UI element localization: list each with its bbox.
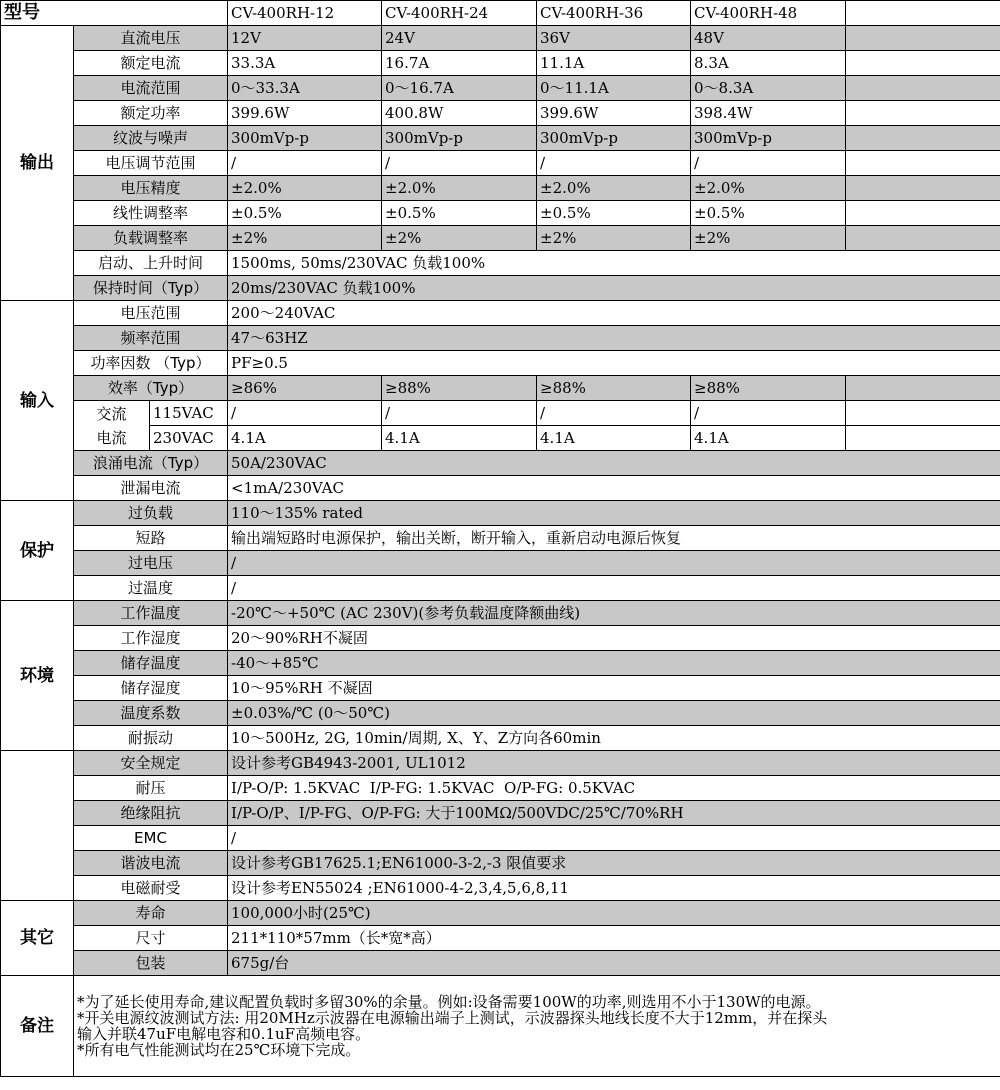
value-cell: 300mVp-p (382, 126, 537, 151)
param-label: 效率（Typ） (74, 376, 228, 401)
note-line: 输入并联47uF电解电容和0.1uF高频电容。 (77, 1025, 371, 1043)
row-frequency-range (1, 326, 1000, 351)
row-vibration (1, 726, 1000, 751)
row-power-factor (1, 351, 1000, 376)
value-cell: 33.3A (228, 51, 382, 76)
value-cell: 48V (691, 26, 846, 51)
value-cell: ±2.0% (537, 176, 691, 201)
value-cell: ±2% (228, 226, 382, 251)
value-cell: ±0.5% (537, 201, 691, 226)
value-cell: 设计参考GB17625.1;EN61000-3-2,-3 限值要求 (228, 851, 1000, 876)
value-cell: 399.6W (228, 101, 382, 126)
value-cell: / (691, 151, 846, 176)
value-cell: ±0.03%/℃ (0～50℃) (228, 701, 1000, 726)
model-cell: CV-400RH-36 (537, 1, 691, 26)
row-dimensions (1, 926, 1000, 951)
row-lifetime (1, 901, 1000, 926)
row-working-humidity (1, 626, 1000, 651)
value-cell: 300mVp-p (691, 126, 846, 151)
note-line: *开关电源纹波测试方法: 用20MHz示波器在电源输出端子上测试，示波器探头地线长度不大于12mm，并在探头 (77, 1009, 828, 1027)
category-input: 输入 (1, 301, 74, 501)
value-cell: 110～135% rated (228, 501, 1000, 526)
value-cell: 211*110*57mm（长*宽*高） (228, 926, 1000, 951)
category-notes: 备注 (1, 976, 74, 1077)
row-emi-immunity (1, 876, 1000, 901)
value-cell: 0～33.3A (228, 76, 382, 101)
row-overload (1, 501, 1000, 526)
value-cell (846, 101, 1000, 126)
value-cell: ±2.0% (382, 176, 537, 201)
param-label: 负载调整率 (74, 226, 228, 251)
value-cell: 12V (228, 26, 382, 51)
param-label: 电压精度 (74, 176, 228, 201)
value-cell (846, 76, 1000, 101)
row-over-voltage (1, 551, 1000, 576)
value-cell: -20℃～+50℃ (AC 230V)(参考负载温度降额曲线) (228, 601, 1000, 626)
header-row (1, 1, 1000, 26)
value-cell: 设计参考GB4943-2001, UL1012 (228, 751, 1000, 776)
value-cell: 100,000小时(25℃) (228, 901, 1000, 926)
value-cell: 20～90%RH不凝固 (228, 626, 1000, 651)
value-cell: / (382, 151, 537, 176)
value-cell: 300mVp-p (537, 126, 691, 151)
value-cell: 4.1A (382, 426, 537, 451)
value-cell: 20ms/230VAC 负载100% (228, 276, 1000, 301)
row-ac-current-230 (1, 426, 1000, 451)
param-label: 电压范围 (74, 301, 228, 326)
value-cell: 16.7A (382, 51, 537, 76)
value-cell: 399.6W (537, 101, 691, 126)
value-cell: 8.3A (691, 51, 846, 76)
value-cell: 10～500Hz, 2G, 10min/周期, X、Y、Z方向各60min (228, 726, 1000, 751)
notes-cell (74, 976, 1000, 1077)
row-working-temp (1, 601, 1000, 626)
value-cell (846, 201, 1000, 226)
param-label: 电磁耐受 (74, 876, 228, 901)
row-current-range (1, 76, 1000, 101)
note-line: *所有电气性能测试均在25℃环境下完成。 (77, 1041, 361, 1059)
param-label: 温度系数 (74, 701, 228, 726)
value-cell: ±0.5% (382, 201, 537, 226)
param-label: 短路 (74, 526, 228, 551)
value-cell (846, 126, 1000, 151)
value-cell: 675g/台 (228, 951, 1000, 976)
param-label: 额定功率 (74, 101, 228, 126)
row-voltage-accuracy (1, 176, 1000, 201)
value-cell: 设计参考EN55024 ;EN61000-4-2,3,4,5,6,8,11 (228, 876, 1000, 901)
value-cell: ±2.0% (228, 176, 382, 201)
param-label: 寿命 (74, 901, 228, 926)
row-withstand-voltage (1, 776, 1000, 801)
ac-current-label-line2: 电流 (96, 428, 127, 447)
param-label: 耐振动 (74, 726, 228, 751)
value-cell: 36V (537, 26, 691, 51)
model-cell: CV-400RH-24 (382, 1, 537, 26)
param-label: 过电压 (74, 551, 228, 576)
row-temp-coefficient (1, 701, 1000, 726)
value-cell (846, 51, 1000, 76)
value-cell: / (228, 401, 382, 426)
value-cell: ≥88% (382, 376, 537, 401)
row-voltage-adj-range (1, 151, 1000, 176)
category-others: 其它 (1, 901, 74, 976)
row-over-temperature (1, 576, 1000, 601)
value-cell: / (228, 551, 1000, 576)
value-cell: / (382, 401, 537, 426)
param-label: 尺寸 (74, 926, 228, 951)
value-cell: ±2% (691, 226, 846, 251)
row-short-circuit (1, 526, 1000, 551)
value-cell (846, 26, 1000, 51)
model-cell: CV-400RH-48 (691, 1, 846, 26)
param-label: 额定电流 (74, 51, 228, 76)
value-cell: / (537, 151, 691, 176)
value-cell: ±2% (382, 226, 537, 251)
param-label: 线性调整率 (74, 201, 228, 226)
param-label: 安全规定 (74, 751, 228, 776)
param-label: 频率范围 (74, 326, 228, 351)
value-cell: / (537, 401, 691, 426)
row-inrush-current (1, 451, 1000, 476)
value-cell: 300mVp-p (228, 126, 382, 151)
category-protection: 保护 (1, 501, 74, 601)
value-cell: ≥88% (691, 376, 846, 401)
value-cell: 398.4W (691, 101, 846, 126)
value-cell: 50A/230VAC (228, 451, 1000, 476)
row-storage-temp (1, 651, 1000, 676)
row-harmonic-current (1, 851, 1000, 876)
value-cell: 4.1A (228, 426, 382, 451)
value-cell: ±2% (537, 226, 691, 251)
param-label: 工作湿度 (74, 626, 228, 651)
value-cell: 0～11.1A (537, 76, 691, 101)
row-leakage-current (1, 476, 1000, 501)
param-label: 电流范围 (74, 76, 228, 101)
category-output: 输出 (1, 26, 74, 301)
param-label: 泄漏电流 (74, 476, 228, 501)
param-label: 浪涌电流（Typ） (74, 451, 228, 476)
row-dc-voltage (1, 26, 1000, 51)
value-cell: 4.1A (537, 426, 691, 451)
value-cell: / (228, 576, 1000, 601)
value-cell (846, 376, 1000, 401)
value-cell: 0～8.3A (691, 76, 846, 101)
sub-param-label: 230VAC (150, 426, 228, 451)
param-label: 纹波与噪声 (74, 126, 228, 151)
value-cell: PF≥0.5 (228, 351, 1000, 376)
param-label: 启动、上升时间 (74, 251, 228, 276)
param-label: 储存温度 (74, 651, 228, 676)
value-cell: 0～16.7A (382, 76, 537, 101)
value-cell: ±2.0% (691, 176, 846, 201)
row-ac-current-115 (1, 401, 1000, 426)
value-cell: / (228, 151, 382, 176)
value-cell: 24V (382, 26, 537, 51)
value-cell (846, 176, 1000, 201)
row-rated-current (1, 51, 1000, 76)
category-environment: 环境 (1, 601, 74, 751)
value-cell: -40～+85℃ (228, 651, 1000, 676)
param-label: 保持时间（Typ） (74, 276, 228, 301)
value-cell: 1500ms, 50ms/230VAC 负载100% (228, 251, 1000, 276)
row-rated-power (1, 101, 1000, 126)
row-isolation-resistance (1, 801, 1000, 826)
value-cell: ±0.5% (691, 201, 846, 226)
row-notes (1, 976, 1000, 1077)
value-cell: I/P-O/P: 1.5KVAC I/P-FG: 1.5KVAC O/P-FG: 0.5KVAC (228, 776, 1000, 801)
value-cell (846, 151, 1000, 176)
param-label: EMC (74, 826, 228, 851)
param-label: 储存湿度 (74, 676, 228, 701)
value-cell: 200～240VAC (228, 301, 1000, 326)
param-label: 耐压 (74, 776, 228, 801)
param-label: 谐波电流 (74, 851, 228, 876)
value-cell (846, 426, 1000, 451)
row-startup-rise-time (1, 251, 1000, 276)
value-cell (846, 401, 1000, 426)
row-line-regulation (1, 201, 1000, 226)
sub-param-label: 115VAC (150, 401, 228, 426)
note-line: *为了延长使用寿命,建议配置负载时多留30%的余量。例如:设备需要100W的功率,则选用不小于130W的电源。 (77, 993, 821, 1011)
row-emc (1, 826, 1000, 851)
row-safety-standard (1, 751, 1000, 776)
row-packing (1, 951, 1000, 976)
model-cell: CV-400RH-12 (228, 1, 382, 26)
value-cell: 47～63HZ (228, 326, 1000, 351)
ac-current-label (74, 401, 150, 451)
value-cell: ≥86% (228, 376, 382, 401)
value-cell (846, 226, 1000, 251)
row-hold-up-time (1, 276, 1000, 301)
param-label: 过温度 (74, 576, 228, 601)
param-label: 过负载 (74, 501, 228, 526)
param-label: 绝缘阻抗 (74, 801, 228, 826)
value-cell: <1mA/230VAC (228, 476, 1000, 501)
value-cell: 4.1A (691, 426, 846, 451)
value-cell: 400.8W (382, 101, 537, 126)
value-cell: ≥88% (537, 376, 691, 401)
row-efficiency (1, 376, 1000, 401)
model-header-label: 型号 (1, 1, 228, 26)
value-cell: ±0.5% (228, 201, 382, 226)
value-cell: 10～95%RH 不凝固 (228, 676, 1000, 701)
param-label: 直流电压 (74, 26, 228, 51)
category-safety (1, 751, 74, 901)
param-label: 工作温度 (74, 601, 228, 626)
param-label: 包装 (74, 951, 228, 976)
value-cell: / (691, 401, 846, 426)
row-storage-humidity (1, 676, 1000, 701)
value-cell: 11.1A (537, 51, 691, 76)
value-cell: / (228, 826, 1000, 851)
row-input-voltage-range (1, 301, 1000, 326)
value-cell: I/P-O/P、I/P-FG、O/P-FG: 大于100MΩ/500VDC/25℃/70%RH (228, 801, 1000, 826)
row-ripple-noise (1, 126, 1000, 151)
row-load-regulation (1, 226, 1000, 251)
ac-current-label-line1: 交流 (96, 404, 127, 423)
param-label: 功率因数 （Typ） (74, 351, 228, 376)
param-label: 电压调节范围 (74, 151, 228, 176)
model-cell (846, 1, 1000, 26)
value-cell: 输出端短路时电源保护，输出关断，断开输入，重新启动电源后恢复 (228, 526, 1000, 551)
